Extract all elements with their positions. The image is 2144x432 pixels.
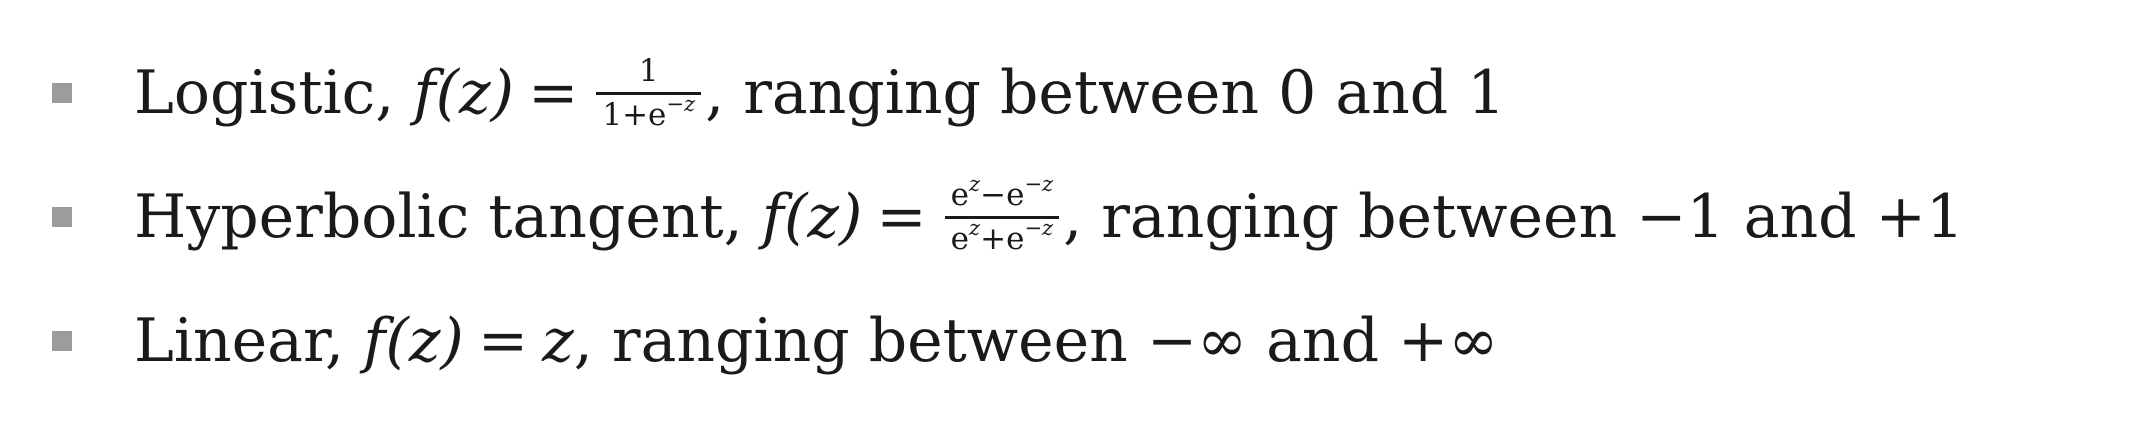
logistic-equals: =: [528, 58, 579, 128]
bullet-square-icon: [52, 331, 72, 351]
linear-rhs: z: [542, 306, 574, 376]
linear-text: [134, 306, 1499, 376]
linear-range: , ranging between −∞ and +∞: [573, 306, 1499, 376]
tanh-label: Hyperbolic tangent,: [134, 182, 743, 252]
linear-label: Linear,: [134, 306, 345, 376]
logistic-text: [134, 52, 1506, 133]
tanh-equals: =: [876, 182, 927, 252]
logistic-label: Logistic,: [134, 58, 395, 128]
list-item-tanh: [52, 172, 1964, 262]
tanh-text: [134, 171, 1965, 257]
tanh-numerator: $e^z-e^{-z}$: [950, 171, 1054, 213]
list-item-linear: [52, 296, 1498, 386]
linear-equals: =: [477, 306, 529, 376]
logistic-fraction: [596, 52, 701, 133]
logistic-range: , ranging between 0 and 1: [705, 58, 1506, 128]
bullet-square-icon: [52, 207, 72, 227]
logistic-denominator: $1+e^{-z}$: [602, 91, 696, 133]
logistic-function-symbol: f(z): [413, 58, 515, 128]
bullet-square-icon: [52, 83, 72, 103]
tanh-denominator: $e^z+e^{-z}$: [950, 215, 1054, 257]
tanh-fraction: [945, 171, 1059, 257]
list-item-logistic: [52, 48, 1505, 138]
linear-function-symbol: f(z): [363, 306, 464, 376]
tanh-function-symbol: f(z): [761, 182, 863, 252]
logistic-numerator: 1: [638, 52, 659, 89]
tanh-range: , ranging between −1 and +1: [1063, 182, 1965, 252]
